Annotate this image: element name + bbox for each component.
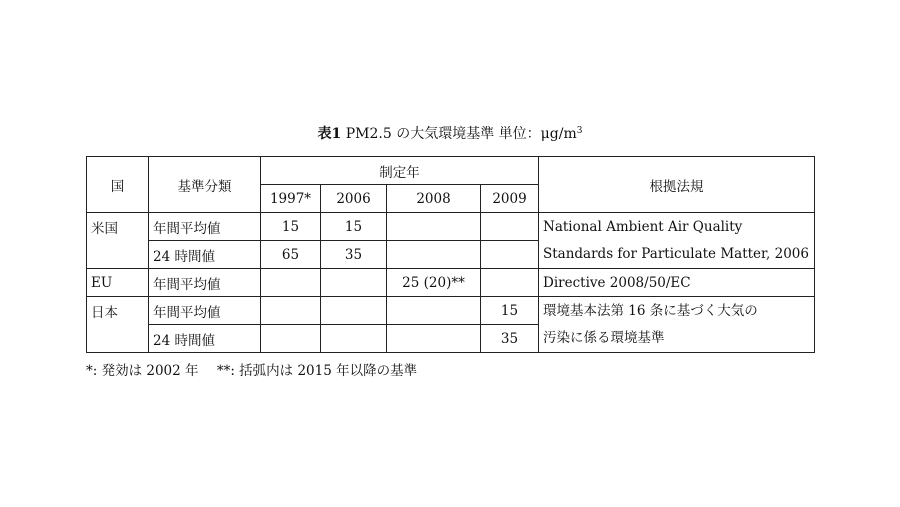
cell-value: 65 [261,241,321,269]
header-year-group: 制定年 [261,157,539,185]
header-year-2009: 2009 [481,185,539,213]
basis-us-line2: Standards for Particulate Matter, 2006 [543,245,809,262]
cell-value: 15 [321,213,387,241]
cell-country-us: 米国 [87,213,149,269]
cell-category: 年間平均値 [149,297,261,325]
header-country: 国 [87,157,149,213]
cell-value [481,213,539,241]
cell-category: 年間平均値 [149,213,261,241]
cell-value [321,269,387,297]
caption-label: 表1 [317,126,342,142]
basis-jp-line1: 環境基本法第 16 条に基づく大気の [543,302,758,319]
cell-value [321,297,387,325]
header-year-1997: 1997* [261,185,321,213]
table-caption [0,125,900,143]
header-basis: 根拠法規 [539,157,815,213]
cell-value [261,269,321,297]
cell-country-eu: EU [87,269,149,297]
caption-unit-prefix: 単位：μg/m [498,126,577,142]
cell-value [261,325,321,353]
footnote-2: **: 括弧内は 2015 年以降の基準 [216,363,418,379]
cell-value [261,297,321,325]
cell-value [387,241,481,269]
basis-us-line1: National Ambient Air Quality [543,218,743,235]
caption-title: PM2.5 の大気環境基準 [345,126,495,142]
caption-unit-exponent: 3 [576,126,583,136]
table-row [87,297,815,325]
table-footnotes [86,362,431,380]
basis-jp-line2: 汚染に係る環境基準 [543,329,665,346]
cell-category: 24 時間値 [149,325,261,353]
header-category: 基準分類 [149,157,261,213]
table-row [87,269,815,297]
cell-value [387,297,481,325]
cell-value: 15 [481,297,539,325]
header-year-2006: 2006 [321,185,387,213]
cell-value [481,269,539,297]
cell-value [321,325,387,353]
table-row [87,213,815,241]
cell-basis-us [539,213,815,269]
cell-value: 35 [481,325,539,353]
caption-unit [499,126,583,142]
cell-country-jp: 日本 [87,297,149,353]
cell-basis-jp [539,297,815,353]
cell-basis-eu: Directive 2008/50/EC [539,269,815,297]
cell-value [387,325,481,353]
cell-value [481,241,539,269]
pm25-standards-table [86,156,815,353]
footnote-1: *: 発効は 2002 年 [86,363,199,379]
header-year-2008: 2008 [387,185,481,213]
cell-category: 24 時間値 [149,241,261,269]
cell-value [387,213,481,241]
header-row-1 [87,157,815,185]
cell-value: 25 (20)** [387,269,481,297]
cell-value: 15 [261,213,321,241]
cell-category: 年間平均値 [149,269,261,297]
cell-value: 35 [321,241,387,269]
